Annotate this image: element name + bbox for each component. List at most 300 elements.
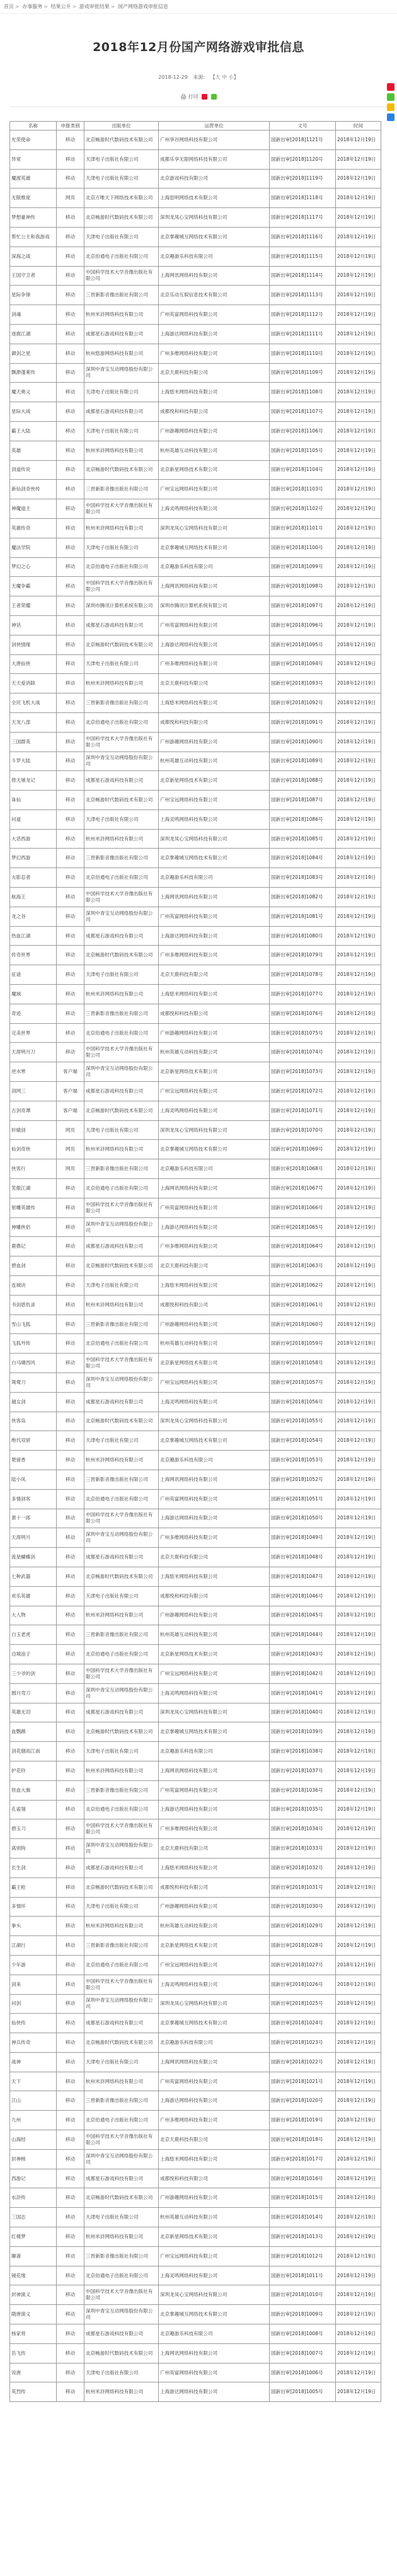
cell-publisher: 北京畅游时代数码技术有限公司 <box>84 1722 159 1742</box>
table-row <box>10 907 381 926</box>
cell-approval-number: 国新出审[2018]1006号 <box>270 2363 336 2382</box>
cell-approval-number: 国新出审[2018]1028号 <box>270 1936 336 1956</box>
cell-category: 移动 <box>57 1664 84 1683</box>
cell-operator: 广州多维网络科技有限公司 <box>159 2111 270 2130</box>
table-row <box>10 2091 381 2111</box>
cell-category: 移动 <box>57 615 84 635</box>
cell-name: 圆月弯刀 <box>10 1683 57 1703</box>
cell-publisher: 北京伯通电子出版社有限公司 <box>84 1800 159 1819</box>
cell-date: 2018年12月19日 <box>336 2208 381 2227</box>
cell-date: 2018年12月19日 <box>336 1625 381 1645</box>
cell-operator: 上海网讯网络科技有限公司 <box>159 2343 270 2363</box>
cell-category: 移动 <box>57 1217 84 1237</box>
cell-approval-number: 国新出审[2018]1024号 <box>270 2014 336 2033</box>
cell-category: 移动 <box>57 1528 84 1548</box>
cell-publisher: 三晋新影音像出版社有限公司 <box>84 1159 159 1179</box>
font-size-switch[interactable]: 【大 中 小】 <box>210 74 239 80</box>
cell-name: 说唐 <box>10 2363 57 2382</box>
cell-publisher: 北京畅游时代数码技术有限公司 <box>84 460 159 480</box>
table-row <box>10 480 381 499</box>
table-row <box>10 1314 381 1334</box>
table-row <box>10 674 381 693</box>
table-row <box>10 344 381 363</box>
cell-name: 离别钩 <box>10 1839 57 1859</box>
cell-category: 移动 <box>57 1858 84 1877</box>
cell-operator: 广州英富网络科技有限公司 <box>159 2072 270 2091</box>
cell-category: 移动 <box>57 2227 84 2247</box>
cell-date: 2018年12月19日 <box>336 1276 381 1296</box>
cell-publisher: 北京畅游时代数码技术有限公司 <box>84 946 159 965</box>
table-row <box>10 751 381 771</box>
cell-operator: 上海灵鸣网络科技有限公司 <box>159 809 270 829</box>
cell-name: 山海经 <box>10 2130 57 2150</box>
table-row <box>10 1237 381 1256</box>
cell-publisher: 三晋新影音像出版社有限公司 <box>84 1004 159 1023</box>
cell-approval-number: 国新出审[2018]1106号 <box>270 421 336 441</box>
wechat-share-icon[interactable] <box>387 93 394 101</box>
table-row <box>10 2188 381 2208</box>
cell-category: 移动 <box>57 402 84 422</box>
table-row <box>10 557 381 577</box>
cell-name: 聊斋 <box>10 2246 57 2266</box>
cell-publisher: 北京伯通电子出版社有限公司 <box>84 1334 159 1354</box>
cell-date: 2018年12月19日 <box>336 402 381 422</box>
cell-approval-number: 国新出审[2018]1043号 <box>270 1645 336 1664</box>
cell-date: 2018年12月19日 <box>336 1082 381 1101</box>
breadcrumb-results[interactable]: 结果公开 <box>50 4 71 9</box>
cell-name: 边城浪子 <box>10 1645 57 1664</box>
cell-operator: 广州多维网络科技有限公司 <box>159 654 270 674</box>
cell-category: 移动 <box>57 1606 84 1625</box>
cell-date: 2018年12月19日 <box>336 2227 381 2247</box>
cell-operator: 成都悦和科技有限公司 <box>159 712 270 732</box>
cell-name: 龙之谷 <box>10 907 57 926</box>
cell-category: 移动 <box>57 1451 84 1470</box>
cell-category: 移动 <box>57 1314 84 1334</box>
cell-name: 传奇世界 <box>10 946 57 965</box>
cell-date: 2018年12月19日 <box>336 1023 381 1043</box>
cell-date: 2018年12月19日 <box>336 1858 381 1877</box>
cell-category: 移动 <box>57 518 84 538</box>
table-row <box>10 2052 381 2072</box>
cell-date: 2018年12月19日 <box>336 383 381 402</box>
cell-name: 星际大战 <box>10 402 57 422</box>
cell-name: 无限维度 <box>10 189 57 208</box>
cell-approval-number: 国新出审[2018]1082号 <box>270 888 336 907</box>
cell-date: 2018年12月19日 <box>336 2052 381 2072</box>
cell-date: 2018年12月19日 <box>336 2363 381 2382</box>
cell-category: 移动 <box>57 1489 84 1509</box>
cell-date: 2018年12月19日 <box>336 1179 381 1198</box>
cell-operator: 上海游达网络科技有限公司 <box>159 324 270 344</box>
table-row <box>10 946 381 965</box>
cell-category: 移动 <box>57 791 84 810</box>
cell-operator: 深圳市腾讯计算机系统有限公司 <box>159 596 270 616</box>
cell-date: 2018年12月19日 <box>336 305 381 325</box>
cell-category: 移动 <box>57 2091 84 2111</box>
cell-name: 封神演义 <box>10 2285 57 2305</box>
cell-operator: 广州游趣网络科技有限公司 <box>159 1897 270 1917</box>
cell-date: 2018年12月19日 <box>336 518 381 538</box>
cell-publisher: 天津电子出版社有限公司 <box>84 1276 159 1296</box>
cell-approval-number: 国新出审[2018]1015号 <box>270 2188 336 2208</box>
cell-approval-number: 国新出审[2018]1097号 <box>270 596 336 616</box>
cell-date: 2018年12月19日 <box>336 131 381 150</box>
cell-name: 帮忙公主和我游戏 <box>10 227 57 247</box>
cell-date: 2018年12月19日 <box>336 1431 381 1451</box>
cell-operator: 上海网讯网络科技有限公司 <box>159 1761 270 1780</box>
table-row <box>10 1703 381 1722</box>
cell-date: 2018年12月19日 <box>336 2382 381 2402</box>
cell-publisher: 杭州米浒网络科技有限公司 <box>84 1140 159 1159</box>
table-row <box>10 1179 381 1198</box>
cell-publisher: 三晋新影音像出版社有限公司 <box>84 2246 159 2266</box>
cell-approval-number: 国新出审[2018]1049号 <box>270 1528 336 1548</box>
cell-date: 2018年12月19日 <box>336 1645 381 1664</box>
cell-name: 剑魂 <box>10 305 57 325</box>
cell-operator: 北京天鹿科技有限公司 <box>159 363 270 383</box>
cell-name: 英雄无泪 <box>10 1703 57 1722</box>
share-weibo-icon[interactable] <box>202 94 207 100</box>
table-row <box>10 1586 381 1606</box>
cell-approval-number: 国新出审[2018]1061号 <box>270 1295 336 1314</box>
cell-category: 移动 <box>57 2149 84 2169</box>
cell-operator: 广州宝远网络科技有限公司 <box>159 1082 270 1101</box>
cell-approval-number: 国新出审[2018]1057号 <box>270 1373 336 1393</box>
cell-operator: 深圳龙凤心宝网络科技有限公司 <box>159 829 270 849</box>
cell-operator: 上海游达网络科技有限公司 <box>159 1800 270 1819</box>
cell-date: 2018年12月19日 <box>336 965 381 985</box>
cell-name: 飘渺蓬莱传 <box>10 363 57 383</box>
header-approval-number: 文号 <box>270 122 336 131</box>
cell-approval-number: 国新出审[2018]1080号 <box>270 926 336 946</box>
table-row <box>10 577 381 596</box>
cell-category: 移动 <box>57 1256 84 1276</box>
cell-operator: 广州宝远网络科技有限公司 <box>159 2246 270 2266</box>
cell-approval-number: 国新出审[2018]1114号 <box>270 266 336 286</box>
cell-name: 天魔争霸 <box>10 577 57 596</box>
table-row <box>10 305 381 325</box>
cell-publisher: 成都星石游戏科技有限公司 <box>84 1082 159 1101</box>
cell-operator: 深圳龙凤心宝网络科技有限公司 <box>159 208 270 228</box>
table-row <box>10 1800 381 1819</box>
cell-approval-number: 国新出审[2018]1095号 <box>270 635 336 654</box>
cell-date: 2018年12月19日 <box>336 480 381 499</box>
table-header-row <box>10 122 381 131</box>
cell-publisher: 天津电子出版社有限公司 <box>84 421 159 441</box>
cell-operator: 北京游戏科技有限公司 <box>159 169 270 189</box>
table-row <box>10 791 381 810</box>
cell-operator: 上海悠米网络科技有限公司 <box>159 383 270 402</box>
table-row <box>10 1101 381 1120</box>
cell-date: 2018年12月19日 <box>336 1489 381 1509</box>
cell-operator: 北京趣游乐科技有限公司 <box>159 2324 270 2344</box>
table-row <box>10 693 381 713</box>
cell-operator: 广州宝远网络科技有限公司 <box>159 1373 270 1393</box>
table-row <box>10 1431 381 1451</box>
table-row <box>10 2246 381 2266</box>
cell-approval-number: 国新出审[2018]1032号 <box>270 1858 336 1877</box>
cell-publisher: 成都星石游戏科技有限公司 <box>84 1392 159 1412</box>
cell-publisher: 三晋新影音像出版社有限公司 <box>84 286 159 305</box>
cell-operator: 上海游达网络科技有限公司 <box>159 926 270 946</box>
cell-approval-number: 国新出审[2018]1079号 <box>270 946 336 965</box>
table-row <box>10 2033 381 2053</box>
cell-publisher: 杭州米浒网络科技有限公司 <box>84 1295 159 1314</box>
table-body <box>10 131 381 2402</box>
cell-operator: 广州宝远网络科技有限公司 <box>159 480 270 499</box>
cell-category: 移动 <box>57 2188 84 2208</box>
cell-category: 移动 <box>57 985 84 1004</box>
breadcrumb-game-approval[interactable]: 游戏审批结果 <box>79 4 110 9</box>
cell-category: 移动 <box>57 732 84 751</box>
cell-category: 移动 <box>57 654 84 674</box>
cell-name: 霸王枪 <box>10 1877 57 1897</box>
cell-category: 移动 <box>57 1586 84 1606</box>
cell-category: 移动 <box>57 1780 84 1800</box>
cell-category: 移动 <box>57 286 84 305</box>
table-row <box>10 2072 381 2091</box>
cell-category: 客户端 <box>57 1101 84 1120</box>
cell-approval-number: 国新出审[2018]1091号 <box>270 712 336 732</box>
cell-category: 移动 <box>57 1917 84 1936</box>
table-row <box>10 1606 381 1625</box>
cell-name: 绝代双骄 <box>10 1431 57 1451</box>
cell-operator: 北京趣游乐科技有限公司 <box>159 247 270 266</box>
cell-date: 2018年12月19日 <box>336 849 381 868</box>
cell-approval-number: 国新出审[2018]1087号 <box>270 791 336 810</box>
cell-name: 拳头 <box>10 1917 57 1936</box>
cell-publisher: 成都星石游戏科技有限公司 <box>84 402 159 422</box>
cell-operator: 广州英富网络科技有限公司 <box>159 615 270 635</box>
cell-name: 楚留香 <box>10 1451 57 1470</box>
cell-publisher: 深圳中青宝互动网络股份有限公司 <box>84 2149 159 2169</box>
table-row <box>10 324 381 344</box>
table-row <box>10 1412 381 1431</box>
cell-category: 移动 <box>57 2014 84 2033</box>
cell-date: 2018年12月19日 <box>336 1217 381 1237</box>
table-row <box>10 849 381 868</box>
cell-name: 杨家将 <box>10 2324 57 2344</box>
cell-publisher: 北京畅游时代数码技术有限公司 <box>84 1101 159 1120</box>
cell-operator: 广州宝远网络科技有限公司 <box>159 1664 270 1683</box>
cell-approval-number: 国新出审[2018]1056号 <box>270 1392 336 1412</box>
cell-name: 神雕侠侣 <box>10 1217 57 1237</box>
table-row <box>10 1256 381 1276</box>
cell-publisher: 北京畅游时代数码技术有限公司 <box>84 1412 159 1431</box>
cell-publisher: 三晋新影音像出版社有限公司 <box>84 1780 159 1800</box>
cell-date: 2018年12月19日 <box>336 1722 381 1742</box>
cell-operator: 北京新星网络技术有限公司 <box>159 1936 270 1956</box>
cell-name: 魔法学院 <box>10 538 57 557</box>
cell-name: 红楼梦 <box>10 2227 57 2247</box>
table-row <box>10 1451 381 1470</box>
cell-publisher: 深圳市腾讯计算机系统有限公司 <box>84 596 159 616</box>
breadcrumb-home[interactable]: 首页 <box>4 4 14 9</box>
cell-date: 2018年12月19日 <box>336 1800 381 1819</box>
cell-publisher: 北京畅游时代数码技术有限公司 <box>84 635 159 654</box>
cell-operator: 北京天鹿科技有限公司 <box>159 674 270 693</box>
cell-publisher: 深圳中青宝互动网络股份有限公司 <box>84 1062 159 1082</box>
cell-approval-number: 国新出审[2018]1050号 <box>270 1509 336 1528</box>
cell-date: 2018年12月19日 <box>336 2033 381 2053</box>
table-row <box>10 654 381 674</box>
cell-operator: 上海网讯网络科技有限公司 <box>159 1470 270 1489</box>
cell-name: 轩辕剑 <box>10 1120 57 1140</box>
cell-name: 大话西游 <box>10 829 57 849</box>
cell-date: 2018年12月19日 <box>336 2188 381 2208</box>
table-row <box>10 1761 381 1780</box>
cell-publisher: 杭州米浒网络科技有限公司 <box>84 1917 159 1936</box>
cell-approval-number: 国新出审[2018]1042号 <box>270 1664 336 1683</box>
cell-publisher: 深圳中青宝互动网络股份有限公司 <box>84 1839 159 1859</box>
table-row <box>10 1295 381 1314</box>
cell-operator: 北京趣游乐科技有限公司 <box>159 1451 270 1470</box>
cell-category: 移动 <box>57 1023 84 1043</box>
cell-name: 三少爷的剑 <box>10 1664 57 1683</box>
cell-category: 移动 <box>57 208 84 228</box>
cell-publisher: 天津电子出版社有限公司 <box>84 149 159 169</box>
cell-category: 客户端 <box>57 1062 84 1082</box>
cell-operator: 北京掌趣城互网络技术有限公司 <box>159 538 270 557</box>
cell-approval-number: 国新出审[2018]1016号 <box>270 2169 336 2188</box>
cell-name: 魔天奥义 <box>10 383 57 402</box>
cell-name: 欢乐英雄 <box>10 1586 57 1606</box>
cell-date: 2018年12月19日 <box>336 1392 381 1412</box>
table-row <box>10 227 381 247</box>
cell-operator: 上海游达网络科技有限公司 <box>159 1509 270 1528</box>
table-row <box>10 1489 381 1509</box>
cell-date: 2018年12月19日 <box>336 1683 381 1703</box>
cell-publisher: 北京伯通电子出版社有限公司 <box>84 557 159 577</box>
cell-date: 2018年12月19日 <box>336 2169 381 2188</box>
cell-date: 2018年12月19日 <box>336 1412 381 1431</box>
cell-name: 连城诀 <box>10 1276 57 1296</box>
cell-operator: 上海网讯网络科技有限公司 <box>159 1179 270 1198</box>
cell-category: 移动 <box>57 1373 84 1393</box>
table-row <box>10 888 381 907</box>
cell-category: 移动 <box>57 868 84 888</box>
cell-publisher: 中国科学技术大学音像出版社有限公司 <box>84 577 159 596</box>
cell-operator: 广州宝远网络科技有限公司 <box>159 1955 270 1975</box>
cell-operator: 广州游趣网络科技有限公司 <box>159 1314 270 1334</box>
cell-category: 移动 <box>57 2246 84 2266</box>
cell-publisher: 深圳中青宝互动网络股份有限公司 <box>84 363 159 383</box>
qzone-share-icon[interactable] <box>387 103 394 111</box>
cell-date: 2018年12月19日 <box>336 2072 381 2091</box>
cell-date: 2018年12月19日 <box>336 1839 381 1859</box>
cell-category: 移动 <box>57 499 84 519</box>
cell-date: 2018年12月19日 <box>336 2305 381 2324</box>
cell-operator: 深圳龙凤心宝网络科技有限公司 <box>159 1994 270 2014</box>
cell-approval-number: 国新出审[2018]1092号 <box>270 693 336 713</box>
cell-name: 大人物 <box>10 1606 57 1625</box>
cell-category: 移动 <box>57 1722 84 1742</box>
cell-publisher: 天津电子出版社有限公司 <box>84 809 159 829</box>
cell-operator: 北京掌趣城互网络技术有限公司 <box>159 2305 270 2324</box>
cell-category: 移动 <box>57 2285 84 2305</box>
cell-approval-number: 国新出审[2018]1053号 <box>270 1451 336 1470</box>
cell-operator: 广州游趣网络科技有限公司 <box>159 2188 270 2208</box>
table-row <box>10 189 381 208</box>
table-row <box>10 712 381 732</box>
table-row <box>10 1528 381 1548</box>
douban-share-icon[interactable] <box>387 113 394 121</box>
cell-operator: 广州享谷网络科技有限公司 <box>159 131 270 150</box>
cell-publisher: 中国科学技术大学音像出版社有限公司 <box>84 499 159 519</box>
table-row <box>10 1276 381 1296</box>
table-row <box>10 2305 381 2324</box>
table-row <box>10 1062 381 1082</box>
cell-name: 天涯明月刀 <box>10 1043 57 1062</box>
cell-approval-number: 国新出审[2018]1089号 <box>270 751 336 771</box>
weibo-share-icon[interactable] <box>387 83 394 91</box>
cell-approval-number: 国新出审[2018]1077号 <box>270 985 336 1004</box>
cell-operator: 北京新星网络技术有限公司 <box>159 460 270 480</box>
table-row <box>10 1819 381 1839</box>
cell-date: 2018年12月19日 <box>336 363 381 383</box>
cell-operator: 北京趣游乐科技有限公司 <box>159 557 270 577</box>
cell-date: 2018年12月19日 <box>336 2343 381 2363</box>
cell-category: 移动 <box>57 2033 84 2053</box>
cell-operator: 北京掌趣城互网络技术有限公司 <box>159 2014 270 2033</box>
cell-approval-number: 国新出审[2018]1021号 <box>270 2072 336 2091</box>
cell-approval-number: 国新出审[2018]1066号 <box>270 1198 336 1217</box>
cell-category: 移动 <box>57 149 84 169</box>
cell-approval-number: 国新出审[2018]1055号 <box>270 1412 336 1431</box>
cell-name: 碧血剑 <box>10 1256 57 1276</box>
cell-category: 移动 <box>57 907 84 926</box>
header-operator: 运营单位 <box>159 122 270 131</box>
cell-approval-number: 国新出审[2018]1039号 <box>270 1722 336 1742</box>
share-wechat-icon[interactable] <box>211 94 217 100</box>
breadcrumb-service[interactable]: 办事服务 <box>22 4 43 9</box>
cell-publisher: 深圳中青宝互动网络股份有限公司 <box>84 1373 159 1393</box>
breadcrumb-current[interactable]: 国产网络游戏审批信息 <box>118 4 168 9</box>
cell-publisher: 杭州米浒网络科技有限公司 <box>84 305 159 325</box>
cell-date: 2018年12月19日 <box>336 1742 381 1761</box>
cell-category: 移动 <box>57 169 84 189</box>
cell-publisher: 天津电子出版社有限公司 <box>84 1120 159 1140</box>
cell-category: 移动 <box>57 2343 84 2363</box>
source-label: 来源: <box>193 74 205 80</box>
cell-operator: 广州多维网络科技有限公司 <box>159 946 270 965</box>
cell-approval-number: 国新出审[2018]1018号 <box>270 2130 336 2150</box>
cell-approval-number: 国新出审[2018]1012号 <box>270 2246 336 2266</box>
cell-name: 少年游 <box>10 1955 57 1975</box>
cell-date: 2018年12月19日 <box>336 1761 381 1780</box>
cell-date: 2018年12月19日 <box>336 1140 381 1159</box>
cell-approval-number: 国新出审[2018]1060号 <box>270 1314 336 1334</box>
table-row <box>10 1722 381 1742</box>
cell-approval-number: 国新出审[2018]1065号 <box>270 1217 336 1237</box>
cell-approval-number: 国新出审[2018]1101号 <box>270 518 336 538</box>
cell-category: 移动 <box>57 1897 84 1917</box>
cell-date: 2018年12月19日 <box>336 2266 381 2285</box>
cell-category: 移动 <box>57 751 84 771</box>
table-row <box>10 149 381 169</box>
cell-name: 梦幻西游 <box>10 849 57 868</box>
cell-operator: 北京新星网络技术有限公司 <box>159 2227 270 2247</box>
cell-operator: 北京天鹿科技有限公司 <box>159 1548 270 1567</box>
print-button[interactable]: 🖨 打印 <box>180 94 198 100</box>
cell-approval-number: 国新出审[2018]1029号 <box>270 1917 336 1936</box>
cell-name: 剑道传说 <box>10 460 57 480</box>
cell-name: 西游记 <box>10 2169 57 2188</box>
cell-date: 2018年12月19日 <box>336 1703 381 1722</box>
cell-publisher: 杭州米浒网络科技有限公司 <box>84 518 159 538</box>
cell-name: 英雄 <box>10 441 57 460</box>
